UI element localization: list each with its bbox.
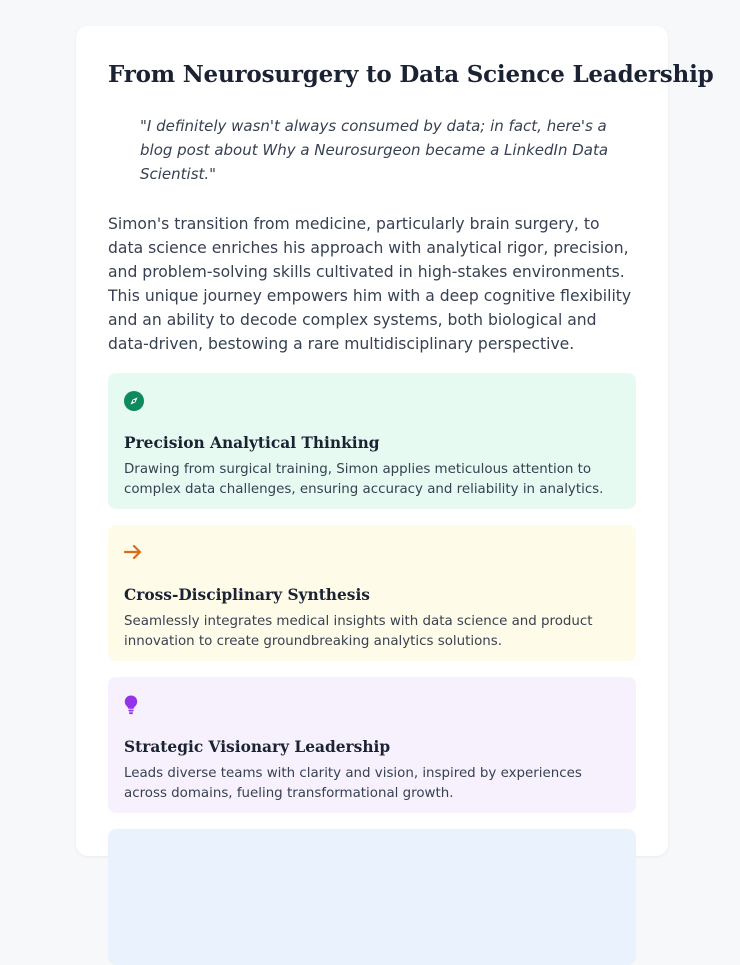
feature-description: Seamlessly integrates medical insights with data science and product innovation to create groundbreaking analytics solutions. bbox=[124, 614, 593, 649]
feature-cards bbox=[108, 373, 636, 965]
feature-description: Drawing from surgical training, Simon applies meticulous attention to complex data challenges, ensuring accuracy and reliability in analytics. bbox=[124, 462, 604, 497]
feature-heading: Precision Analytical Thinking bbox=[124, 434, 380, 452]
page-title: From Neurosurgery to Data Science Leadership bbox=[108, 61, 714, 88]
feature-card-precision bbox=[108, 373, 636, 509]
feature-heading: Strategic Visionary Leadership bbox=[124, 738, 391, 756]
feature-description: Leads diverse teams with clarity and vision, inspired by experiences across domains, fueling transformational growth. bbox=[124, 766, 582, 801]
feature-card-partial bbox=[108, 829, 636, 965]
feature-card-synthesis bbox=[108, 525, 636, 661]
intro-paragraph: Simon's transition from medicine, particularly brain surgery, to data science enriches his approach with analytical rigor, precision, and problem-solving skills cultivated in high-stakes environments. This unique journey empowers him with a deep cognitive flexibility and an ability to decode complex systems, both biological and data-driven, bestowing a rare multidisciplinary perspective. bbox=[108, 215, 632, 353]
article-card bbox=[76, 26, 714, 856]
feature-heading: Cross-Disciplinary Synthesis bbox=[124, 586, 370, 604]
arrow-right-icon bbox=[124, 543, 146, 565]
feature-card-leadership bbox=[108, 677, 636, 813]
compass-icon bbox=[124, 391, 146, 413]
lightbulb-icon bbox=[124, 695, 146, 717]
blog-quote: "I definitely wasn't always consumed by data; in fact, here's a blog post about Why a Neurosurgeon became a LinkedIn Data Scientist." bbox=[140, 117, 609, 183]
